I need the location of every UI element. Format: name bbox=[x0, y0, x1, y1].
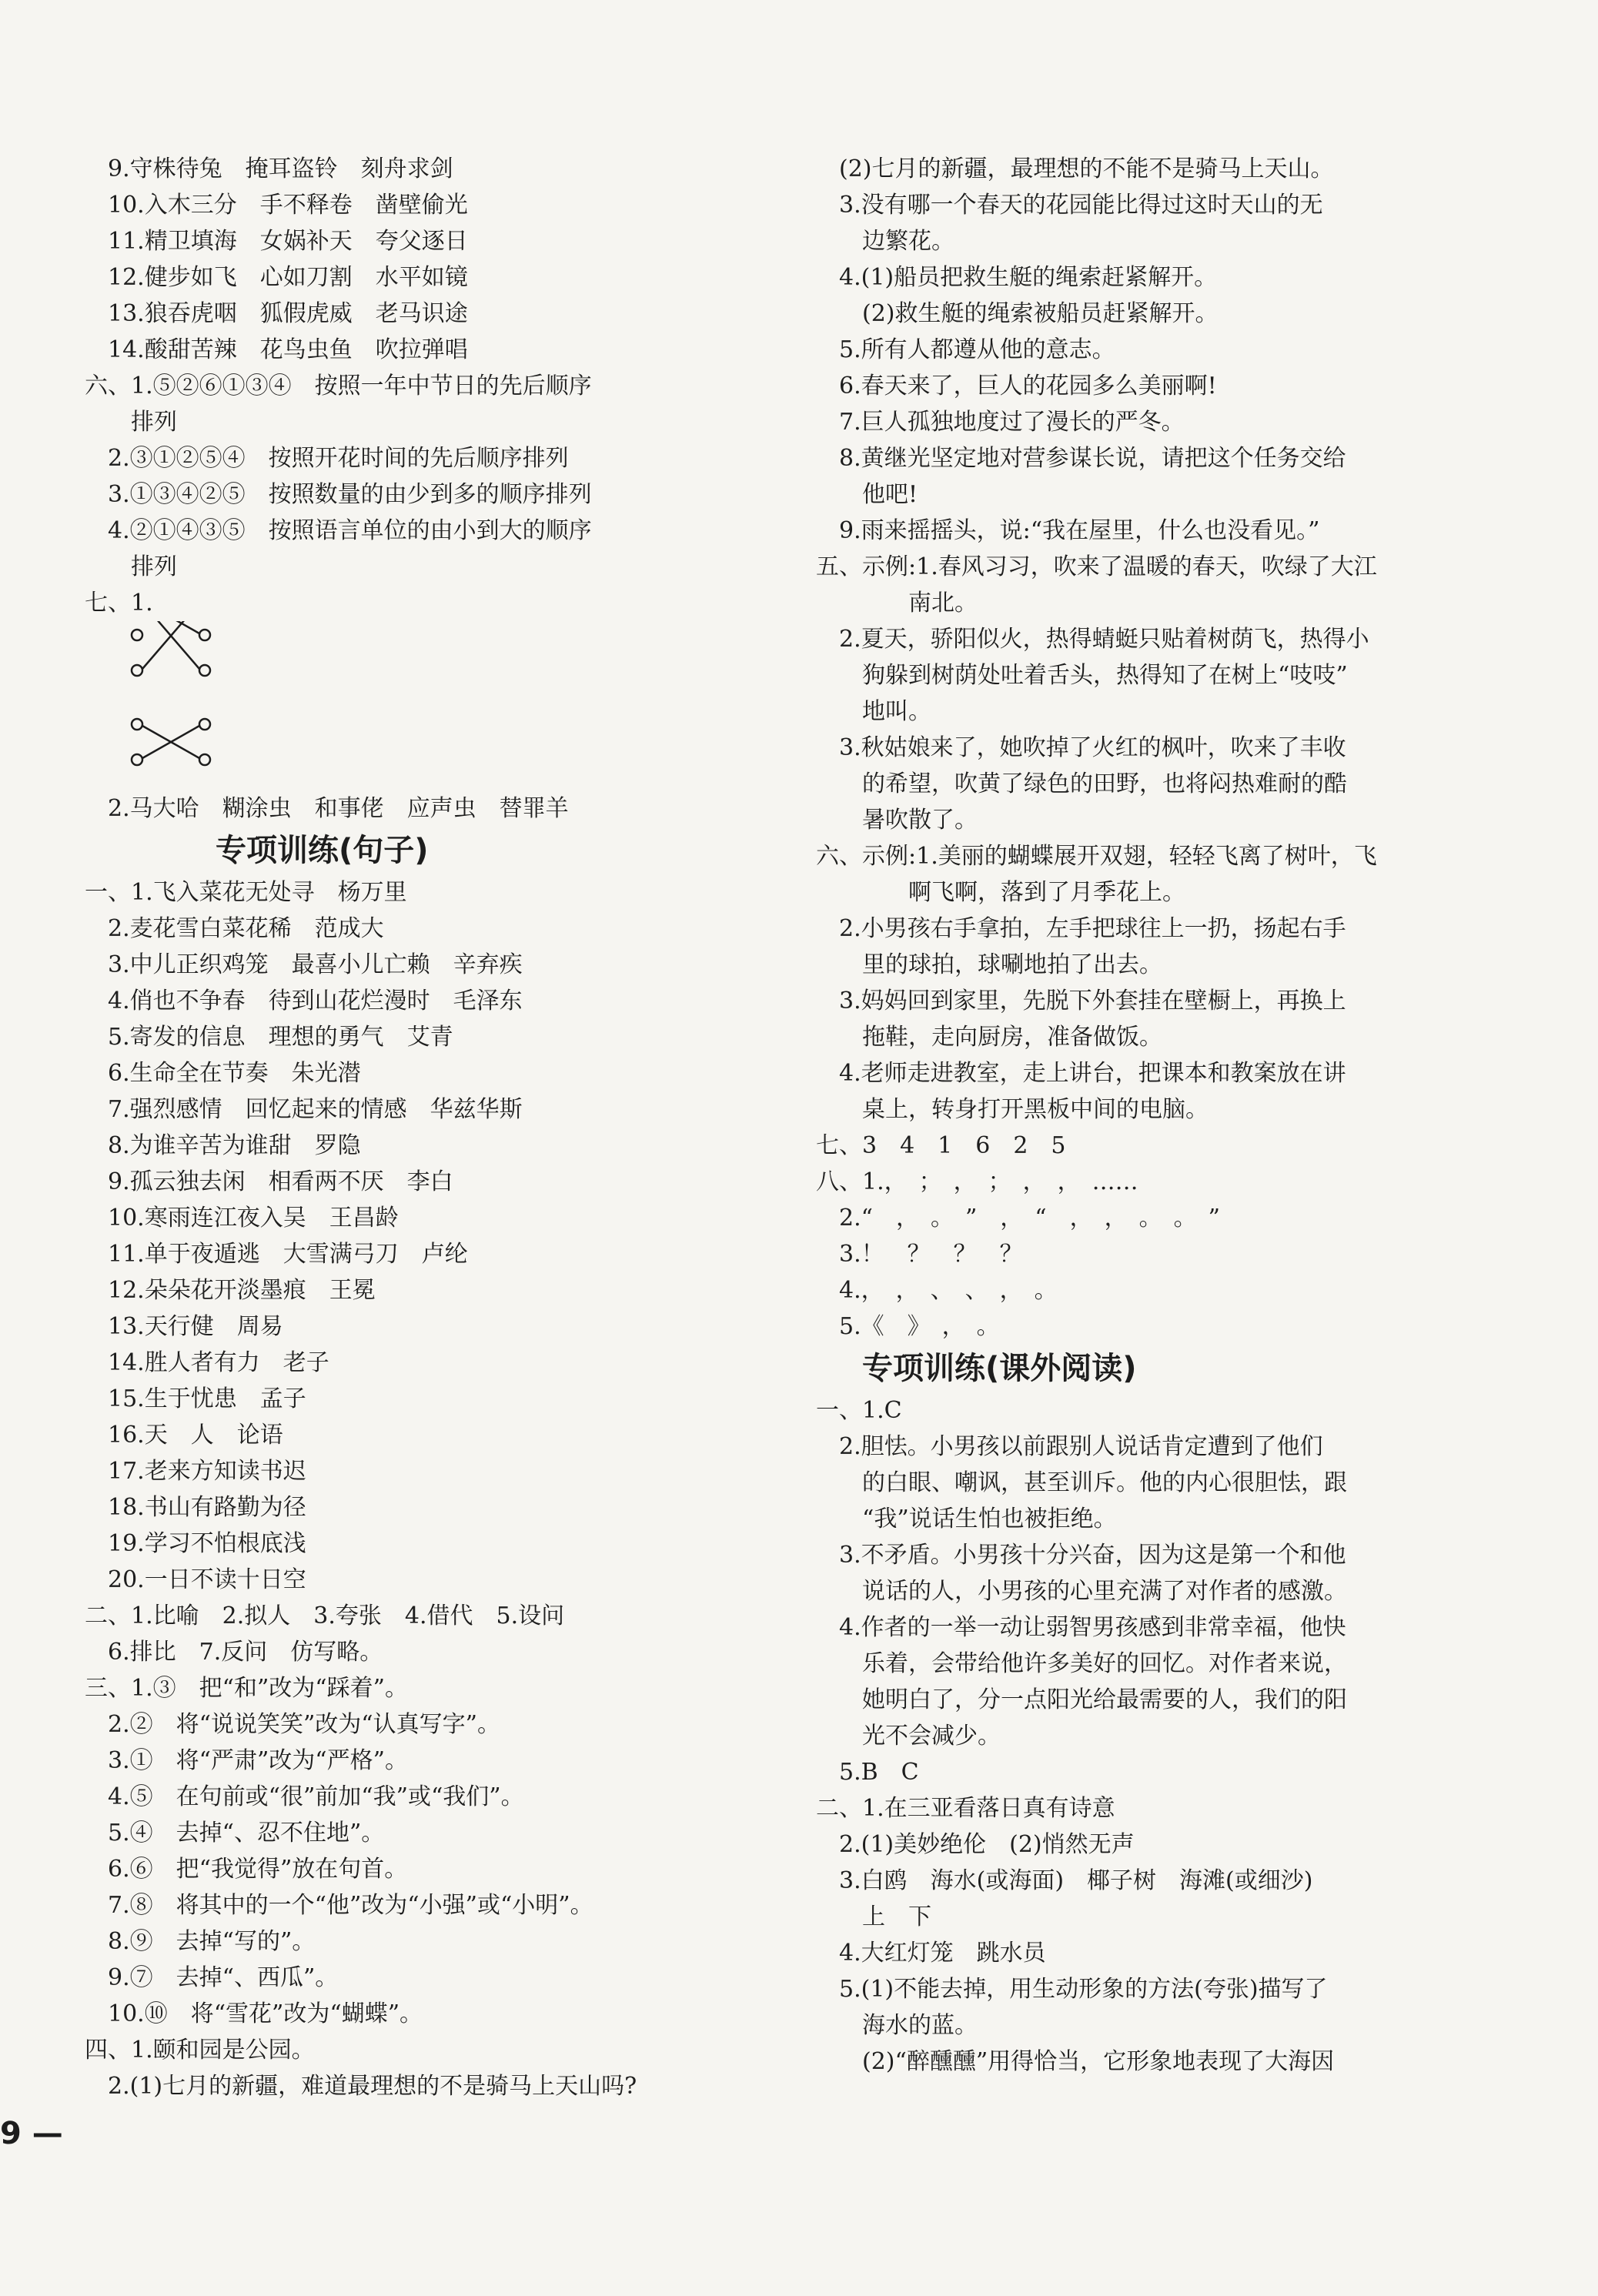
answer-line: 7.巨人孤独地度过了漫长的严冬。 bbox=[816, 409, 1185, 436]
answer-line: 9.雨来摇摇头，说:“我在屋里，什么也没看见。” bbox=[816, 517, 1320, 544]
section-7-label: 七、1. bbox=[85, 590, 153, 617]
answer-line: 5.《 》 ， 。 bbox=[816, 1313, 1000, 1340]
answer-line: 11.单于夜遁逃 大雪满弓刀 卢纶 bbox=[85, 1241, 468, 1268]
answer-line: 20.一日不读十日空 bbox=[85, 1566, 306, 1593]
answer-line: 2.(1)美妙绝伦 (2)悄然无声 bbox=[816, 1831, 1135, 1858]
answer-line: 4.②①④③⑤ 按照语言单位的由小到大的顺序 bbox=[85, 517, 592, 544]
page-number: 9 — bbox=[0, 2116, 63, 2151]
section-heading-sentences: 专项训练(句子) bbox=[216, 833, 429, 868]
answer-line: 六、示例:1.美丽的蝴蝶展开双翅，轻轻飞离了树叶，飞 bbox=[816, 843, 1377, 870]
answer-line: 16.天 人 论语 bbox=[85, 1422, 283, 1449]
answer-line: 17.老来方知读书迟 bbox=[85, 1458, 306, 1485]
answer-line: 一、1.C bbox=[816, 1397, 902, 1424]
answer-line: 4.俏也不争春 待到山花烂漫时 毛泽东 bbox=[85, 988, 523, 1014]
answer-line: 6.春天来了，巨人的花园多么美丽啊! bbox=[816, 373, 1217, 399]
answer-line: 6.排比 7.反问 仿写略。 bbox=[85, 1639, 383, 1666]
answer-line: 排列 bbox=[85, 409, 177, 436]
answer-line: 8.为谁辛苦为谁甜 罗隐 bbox=[85, 1132, 361, 1159]
answer-line: 15.生于忧患 孟子 bbox=[85, 1385, 306, 1412]
answer-line: (2)“醉醺醺”用得恰当，它形象地表现了大海因 bbox=[816, 2048, 1335, 2075]
answer-line: 13.狼吞虎咽 狐假虎威 老马识途 bbox=[85, 300, 468, 327]
answer-line: 3.不矛盾。小男孩十分兴奋，因为这是第一个和他 bbox=[816, 1542, 1346, 1569]
answer-line: 说话的人，小男孩的心里充满了对作者的感激。 bbox=[816, 1578, 1347, 1605]
right-column bbox=[816, 151, 1524, 2080]
answer-line: 4.老师走进教室，走上讲台，把课本和教案放在讲 bbox=[816, 1060, 1346, 1087]
answer-line: 6.生命全在节奏 朱光潜 bbox=[85, 1060, 361, 1087]
answer-line: 的希望，吹黄了绿色的田野，也将闷热难耐的酷 bbox=[816, 770, 1347, 797]
answer-line: 八、1.， ； ， ； ， ， …… bbox=[816, 1168, 1138, 1195]
answer-line: 一、1.飞入菜花无处寻 杨万里 bbox=[85, 879, 407, 906]
answer-line: 3.！ ？ ？ ？ bbox=[816, 1241, 1023, 1268]
answer-line: 11.精卫填海 女娲补天 夸父逐日 bbox=[85, 228, 468, 255]
answer-line: 9.守株待兔 掩耳盗铃 刻舟求剑 bbox=[85, 155, 453, 182]
answer-line: 7.强烈感情 回忆起来的情感 华兹华斯 bbox=[85, 1096, 523, 1123]
answer-line: 5.B C bbox=[816, 1759, 919, 1786]
answer-line: 12.朵朵花开淡墨痕 王冕 bbox=[85, 1277, 376, 1304]
answer-line: 7.⑧ 将其中的一个“他”改为“小强”或“小明”。 bbox=[85, 1892, 593, 1919]
answer-line: 南北。 bbox=[816, 590, 978, 617]
answer-line: 4.大红灯笼 跳水员 bbox=[816, 1940, 1046, 1967]
answer-line: 光不会减少。 bbox=[816, 1723, 1001, 1750]
answer-line: 2.胆怯。小男孩以前跟别人说话肯定遭到了他们 bbox=[816, 1433, 1323, 1460]
section-heading-reading: 专项训练(课外阅读) bbox=[862, 1351, 1137, 1386]
answer-line: 3.白鸥 海水(或海面) 椰子树 海滩(或细沙) bbox=[816, 1867, 1313, 1894]
answer-line: 5.(1)不能去掉，用生动形象的方法(夸张)描写了 bbox=[816, 1976, 1328, 2003]
answer-line: 2.麦花雪白菜花稀 范成大 bbox=[85, 915, 384, 942]
answer-line: 五、示例:1.春风习习，吹来了温暖的春天，吹绿了大江 bbox=[816, 553, 1377, 580]
answer-line: 三、1.③ 把“和”改为“踩着”。 bbox=[85, 1675, 408, 1702]
answer-list bbox=[85, 874, 762, 2104]
left-column bbox=[85, 151, 762, 2104]
answer-line: 4.作者的一举一动让弱智男孩感到非常幸福，他快 bbox=[816, 1614, 1346, 1641]
matching-lines-diagram bbox=[129, 621, 222, 790]
answer-line: 5.④ 去掉“、忍不住地”。 bbox=[85, 1820, 385, 1846]
answer-line: 二、1.比喻 2.拟人 3.夸张 4.借代 5.设问 bbox=[85, 1603, 565, 1629]
answer-line: 二、1.在三亚看落日真有诗意 bbox=[816, 1795, 1115, 1822]
answer-line: 排列 bbox=[85, 553, 177, 580]
answer-line: 4.(1)船员把救生艇的绳索赶紧解开。 bbox=[816, 264, 1218, 291]
answer-line: 拖鞋，走向厨房，准备做饭。 bbox=[816, 1024, 1162, 1051]
answer-line: 8.⑨ 去掉“写的”。 bbox=[85, 1928, 316, 1955]
answer-line: 里的球拍，球唰地拍了出去。 bbox=[816, 951, 1162, 978]
answer-line: 边繁花。 bbox=[816, 228, 954, 255]
answer-line: (2)救生艇的绳索被船员赶紧解开。 bbox=[816, 300, 1219, 327]
answer-line: 乐着，会带给他许多美好的回忆。对作者来说， bbox=[816, 1650, 1347, 1677]
answer-line: 2.③①②⑤④ 按照开花时间的先后顺序排列 bbox=[85, 445, 569, 472]
answer-line: 2.小男孩右手拿拍，左手把球往上一扔，扬起右手 bbox=[816, 915, 1346, 942]
answer-line: 4.， ， 、 、 ， 。 bbox=[816, 1277, 1058, 1304]
answer-line: 啊飞啊，落到了月季花上。 bbox=[816, 879, 1185, 906]
answer-line: 9.孤云独去闲 相看两不厌 李白 bbox=[85, 1168, 453, 1195]
answer-line: 2.(1)七月的新疆，难道最理想的不是骑马上天山吗? bbox=[85, 2073, 637, 2100]
answer-line: 12.健步如飞 心如刀割 水平如镜 bbox=[85, 264, 468, 291]
answer-line: 他吧! bbox=[816, 481, 918, 508]
answer-line: 8.黄继光坚定地对营参谋长说，请把这个任务交给 bbox=[816, 445, 1346, 472]
answer-line: 四、1.颐和园是公园。 bbox=[85, 2037, 315, 2064]
answer-line: 她明白了，分一点阳光给最需要的人，我们的阳 bbox=[816, 1686, 1347, 1713]
answer-line: 5.所有人都遵从他的意志。 bbox=[816, 336, 1115, 363]
answer-list bbox=[816, 1392, 1524, 2080]
answer-line: 上 下 bbox=[816, 1903, 931, 1930]
answer-line: 10.⑩ 将“雪花”改为“蝴蝶”。 bbox=[85, 2000, 423, 2027]
answer-line: 3.没有哪一个春天的花园能比得过这时天山的无 bbox=[816, 192, 1323, 219]
answer-line: 10.寒雨连江夜入吴 王昌龄 bbox=[85, 1205, 399, 1232]
answer-line: 2.“ ， 。 ” ， “ ， ， 。 。 ” bbox=[816, 1205, 1220, 1232]
answer-line: 14.酸甜苦辣 花鸟虫鱼 吹拉弹唱 bbox=[85, 336, 468, 363]
answer-line: 4.⑤ 在句前或“很”前加“我”或“我们”。 bbox=[85, 1783, 524, 1810]
answer-list bbox=[85, 151, 762, 585]
answer-line: 10.入木三分 手不释卷 凿壁偷光 bbox=[85, 192, 468, 219]
matching-diagram bbox=[85, 621, 762, 790]
answer-line: 6.⑥ 把“我觉得”放在句首。 bbox=[85, 1856, 408, 1883]
answer-line: 地叫。 bbox=[816, 698, 931, 725]
answer-line: 的白眼、嘲讽，甚至训斥。他的内心很胆怯，跟 bbox=[816, 1469, 1347, 1496]
answer-line: 5.寄发的信息 理想的勇气 艾青 bbox=[85, 1024, 453, 1051]
answer-line: 桌上，转身打开黑板中间的电脑。 bbox=[816, 1096, 1209, 1123]
answer-line: 3.妈妈回到家里，先脱下外套挂在壁橱上，再换上 bbox=[816, 988, 1346, 1014]
answer-line: 18.书山有路勤为径 bbox=[85, 1494, 306, 1521]
answer-line: 暑吹散了。 bbox=[816, 807, 978, 834]
answer-line: 六、1.⑤②⑥①③④ 按照一年中节日的先后顺序 bbox=[85, 373, 592, 399]
answer-line: 海水的蓝。 bbox=[816, 2012, 978, 2039]
answer-line: 2.马大哈 糊涂虫 和事佬 应声虫 替罪羊 bbox=[85, 795, 569, 822]
answer-line: 19.学习不怕根底浅 bbox=[85, 1530, 306, 1557]
answer-line: 2.② 将“说说笑笑”改为“认真写字”。 bbox=[85, 1711, 500, 1738]
answer-line: “我”说话生怕也被拒绝。 bbox=[816, 1506, 1117, 1532]
answer-list bbox=[816, 151, 1524, 1345]
answer-line: 3.①③④②⑤ 按照数量的由少到多的顺序排列 bbox=[85, 481, 592, 508]
answer-line: 3.秋姑娘来了，她吹掉了火红的枫叶，吹来了丰收 bbox=[816, 734, 1346, 761]
answer-line: 14.胜人者有力 老子 bbox=[85, 1349, 329, 1376]
answer-line: 3.① 将“严肃”改为“严格”。 bbox=[85, 1747, 408, 1774]
answer-line: 9.⑦ 去掉“、西瓜”。 bbox=[85, 1964, 339, 1991]
answer-line: 3.中儿正织鸡笼 最喜小儿亡赖 辛弃疾 bbox=[85, 951, 523, 978]
answer-line: 七、3 4 1 6 2 5 bbox=[816, 1132, 1066, 1159]
answer-line: (2)七月的新疆，最理想的不能不是骑马上天山。 bbox=[816, 155, 1334, 182]
answer-line: 13.天行健 周易 bbox=[85, 1313, 283, 1340]
answer-line: 2.夏天，骄阳似火，热得蜻蜓只贴着树荫飞，热得小 bbox=[816, 626, 1369, 653]
answer-line: 狗躲到树荫处吐着舌头，热得知了在树上“吱吱” bbox=[816, 662, 1348, 689]
